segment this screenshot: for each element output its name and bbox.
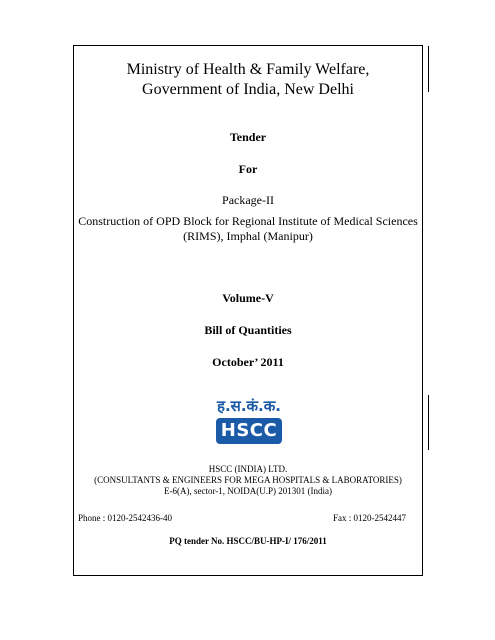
for-label: For [238, 162, 258, 176]
ministry-heading [74, 60, 422, 100]
logo-english-text: HSCC [216, 418, 282, 444]
fax-number: Fax : 0120-2542447 [333, 513, 406, 523]
package-label: Package-II [222, 193, 274, 207]
document-date: October’ 2011 [212, 355, 284, 369]
company-address: E-6(A), sector-1, NOIDA(U.P) 201301 (India) [163, 486, 333, 496]
document-title: Bill of Quantities [204, 323, 292, 337]
margin-mark-top [428, 46, 429, 92]
company-name: HSCC (INDIA) LTD. [208, 464, 288, 474]
construction-description: Construction of OPD Block for Regional Institute of Medical Sciences (RIMS), Imphal (Manipur) [78, 214, 418, 243]
company-tagline: (CONSULTANTS & ENGINEERS FOR MEGA HOSPITALS & LABORATORIES) [94, 475, 402, 485]
ministry-line-2: Government of India, New Delhi [142, 81, 354, 98]
pq-tender-number: PQ tender No. HSCC/BU-HP-I/ 176/2011 [169, 536, 327, 546]
margin-mark-middle [428, 395, 429, 450]
ministry-line-1: Ministry of Health & Family Welfare, [126, 61, 370, 78]
logo-hindi-text: ह.स.कं.क. [217, 397, 281, 415]
cover-page-frame [73, 45, 423, 576]
tender-label: Tender [229, 130, 267, 144]
volume-label: Volume-V [222, 291, 274, 305]
hscc-logo [212, 396, 286, 454]
phone-number: Phone : 0120-2542436-40 [78, 513, 172, 523]
